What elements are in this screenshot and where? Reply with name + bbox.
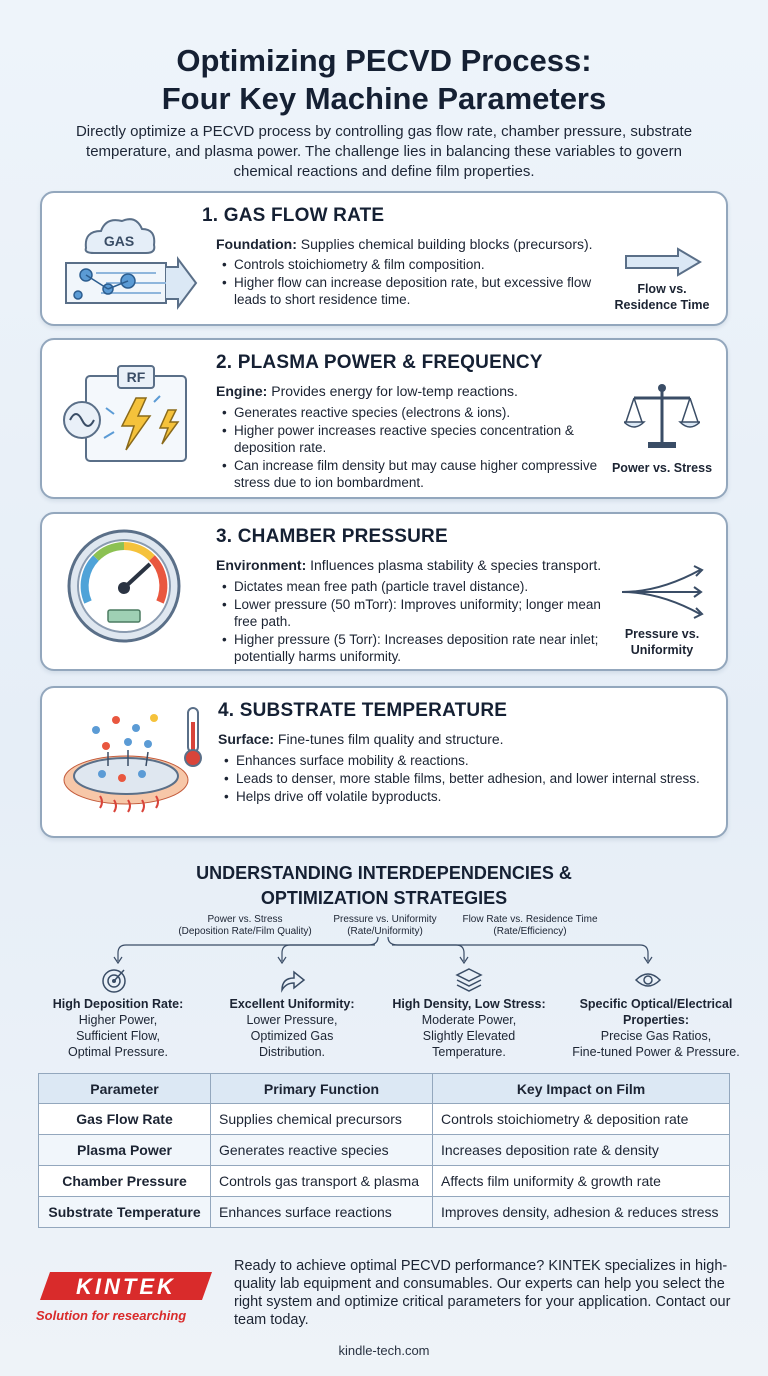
bullet-item: • Controls stoichiometry & film composition.: [222, 256, 612, 273]
connector-lines: [0, 935, 768, 965]
card-substrate-temperature: [40, 686, 728, 838]
table-cell: Improves density, adhesion & reduces stress: [433, 1197, 730, 1228]
side-label-line-1: Power vs. Stress: [611, 461, 713, 475]
parameter-table: [38, 1073, 730, 1228]
card-lead: [218, 730, 658, 748]
side-label-line-2: Residence Time: [614, 298, 710, 312]
card-bullets: [222, 256, 612, 309]
side-label-line-2: Uniformity: [630, 643, 694, 657]
column-header: Key Impact on Film: [433, 1074, 730, 1104]
flow-residence-label: [602, 281, 722, 313]
share-arrow-icon: [278, 966, 306, 994]
strategy-line: Temperature.: [432, 1045, 506, 1059]
strategy-optical-electrical: [556, 996, 756, 1060]
gas-icon-label: GAS: [103, 233, 135, 249]
card-bullets: [222, 578, 612, 666]
table-cell: Controls gas transport & plasma: [211, 1166, 433, 1197]
lead-text: Fine-tunes film quality and structure.: [274, 731, 504, 747]
table-row: [39, 1135, 730, 1166]
card-lead: [216, 382, 636, 400]
strategy-title: High Density, Low Stress:: [392, 997, 546, 1011]
strategy-high-density-low-stress: [384, 996, 554, 1060]
balance-scale-icon: [624, 380, 700, 457]
title-line-1: Optimizing PECVD Process:: [176, 43, 592, 78]
card-heading: 1. GAS FLOW RATE: [202, 205, 385, 226]
target-icon: [100, 966, 128, 994]
kintek-logo[interactable]: [36, 1268, 216, 1328]
card-lead: [216, 556, 656, 574]
layers-icon: [455, 966, 483, 994]
table-cell: Plasma Power: [39, 1135, 211, 1166]
bullet-item: • Can increase film density but may cause higher compressive stress due to ion bombardment.: [222, 457, 612, 491]
strategy-line: Distribution.: [259, 1045, 325, 1059]
heated-substrate-icon: [56, 700, 206, 815]
column-header: Parameter: [39, 1074, 211, 1104]
relation-sub: (Rate/Efficiency): [493, 926, 567, 937]
strategy-excellent-uniformity: [212, 996, 372, 1060]
table-cell: Generates reactive species: [211, 1135, 433, 1166]
relation-sub: (Deposition Rate/Film Quality): [178, 926, 312, 937]
bullet-item: • Enhances surface mobility & reactions.: [224, 752, 704, 769]
side-label-line-1: Flow vs.: [637, 282, 687, 296]
pressure-uniformity-label: [602, 626, 722, 658]
logo-wordmark: KINTEK: [76, 1274, 176, 1299]
lead-label: Engine:: [216, 383, 268, 399]
relation-name: Power vs. Stress: [207, 914, 283, 925]
section-title-line-2: OPTIMIZATION STRATEGIES: [260, 888, 508, 908]
table-header-row: [39, 1074, 730, 1104]
side-label-line-1: Pressure vs.: [624, 627, 700, 641]
table-cell: Supplies chemical precursors: [211, 1104, 433, 1135]
eye-icon: [634, 966, 662, 994]
strategy-title: High Deposition Rate:: [52, 997, 184, 1011]
page-title: [0, 42, 768, 118]
lead-label: Foundation:: [216, 236, 297, 252]
strategy-line: Higher Power,: [78, 1013, 158, 1027]
lead-label: Environment:: [216, 557, 307, 573]
lead-text: Supplies chemical building blocks (precursors).: [296, 236, 593, 252]
card-bullets: [224, 752, 704, 806]
strategy-high-deposition-rate: [38, 996, 198, 1060]
table-cell: Gas Flow Rate: [39, 1104, 211, 1135]
lead-text: Provides energy for low-temp reactions.: [267, 383, 518, 399]
rf-power-icon: [56, 358, 206, 473]
card-lead: [216, 235, 636, 253]
table-cell: Controls stoichiometry & deposition rate: [433, 1104, 730, 1135]
bullet-item: • Dictates mean free path (particle travel distance).: [222, 578, 612, 595]
strategy-line: Optimal Pressure.: [67, 1045, 169, 1059]
bullet-item: • Lower pressure (50 mTorr): Improves uniformity; longer mean free path.: [222, 596, 612, 630]
table-cell: Affects film uniformity & growth rate: [433, 1166, 730, 1197]
section-title-line-1: UNDERSTANDING INTERDEPENDENCIES &: [196, 863, 572, 883]
card-heading: 3. CHAMBER PRESSURE: [216, 526, 448, 547]
relation-sub: (Rate/Uniformity): [347, 926, 423, 937]
bullet-item: • Higher power increases reactive species concentration & deposition rate.: [222, 422, 612, 456]
intro-text: Directly optimize a PECVD process by controlling gas flow rate, chamber pressure, substrate temperature, and plasma power. The challenge lies in balancing these variables to govern chemical reactions and define film properties.: [75, 123, 693, 180]
table-cell: Enhances surface reactions: [211, 1197, 433, 1228]
relation-name: Pressure vs. Uniformity: [333, 914, 437, 925]
bullet-item: • Helps drive off volatile byproducts.: [224, 788, 704, 805]
footer-url[interactable]: kindle-tech.com: [338, 1343, 430, 1358]
bullet-item: • Higher flow can increase deposition rate, but excessive flow leads to short residence time.: [222, 274, 612, 308]
section-title: [0, 861, 768, 911]
strategy-line: Fine-tuned Power & Pressure.: [572, 1045, 740, 1059]
bullet-item: • Higher pressure (5 Torr): Increases deposition rate near inlet; potentially harms uniformity.: [222, 631, 612, 665]
lead-text: Influences plasma stability & species transport.: [306, 557, 602, 573]
arrow-right-icon: [624, 247, 704, 282]
strategy-title: Specific Optical/Electrical: [579, 997, 733, 1011]
rf-icon-label: RF: [126, 369, 146, 385]
lead-label: Surface:: [218, 731, 275, 747]
strategy-line: Optimized Gas: [250, 1029, 334, 1043]
cta-text: Ready to achieve optimal PECVD performance? KINTEK specializes in high-quality lab equipment and consumables. Our experts can help you select the right system and optimize critical parameters for your application. Contact our team today.: [234, 1258, 731, 1328]
table-cell: Substrate Temperature: [39, 1197, 211, 1228]
power-stress-label: [602, 460, 722, 476]
title-line-2: Four Key Machine Parameters: [161, 81, 607, 116]
pressure-gauge-icon: [66, 528, 216, 643]
card-heading: 4. SUBSTRATE TEMPERATURE: [218, 700, 508, 721]
strategy-title: Excellent Uniformity:: [229, 997, 355, 1011]
table-row: [39, 1197, 730, 1228]
relation-name: Flow Rate vs. Residence Time: [462, 914, 598, 925]
strategy-line: Lower Pressure,: [246, 1013, 338, 1027]
bullet-item: • Generates reactive species (electrons & ions).: [222, 404, 612, 421]
logo-tagline: Solution for researching: [36, 1308, 187, 1323]
strategy-line: Slightly Elevated: [422, 1029, 516, 1043]
card-chamber-pressure: [40, 512, 728, 671]
diverging-arrows-icon: [620, 564, 706, 625]
bullet-item: • Leads to denser, more stable films, better adhesion, and lower internal stress.: [224, 770, 704, 787]
table-cell: Chamber Pressure: [39, 1166, 211, 1197]
table-cell: Increases deposition rate & density: [433, 1135, 730, 1166]
gas-flow-icon: [56, 203, 206, 318]
strategy-line: Sufficient Flow,: [76, 1029, 160, 1043]
card-gas-flow-rate: [40, 191, 728, 326]
strategy-line: Moderate Power,: [421, 1013, 517, 1027]
table-row: [39, 1166, 730, 1197]
table-row: [39, 1104, 730, 1135]
card-heading: 2. PLASMA POWER & FREQUENCY: [216, 352, 543, 373]
column-header: Primary Function: [211, 1074, 433, 1104]
strategy-line: Precise Gas Ratios,: [600, 1029, 712, 1043]
card-bullets: [222, 404, 612, 492]
card-plasma-power: [40, 338, 728, 499]
strategy-title-2: Properties:: [623, 1013, 689, 1027]
